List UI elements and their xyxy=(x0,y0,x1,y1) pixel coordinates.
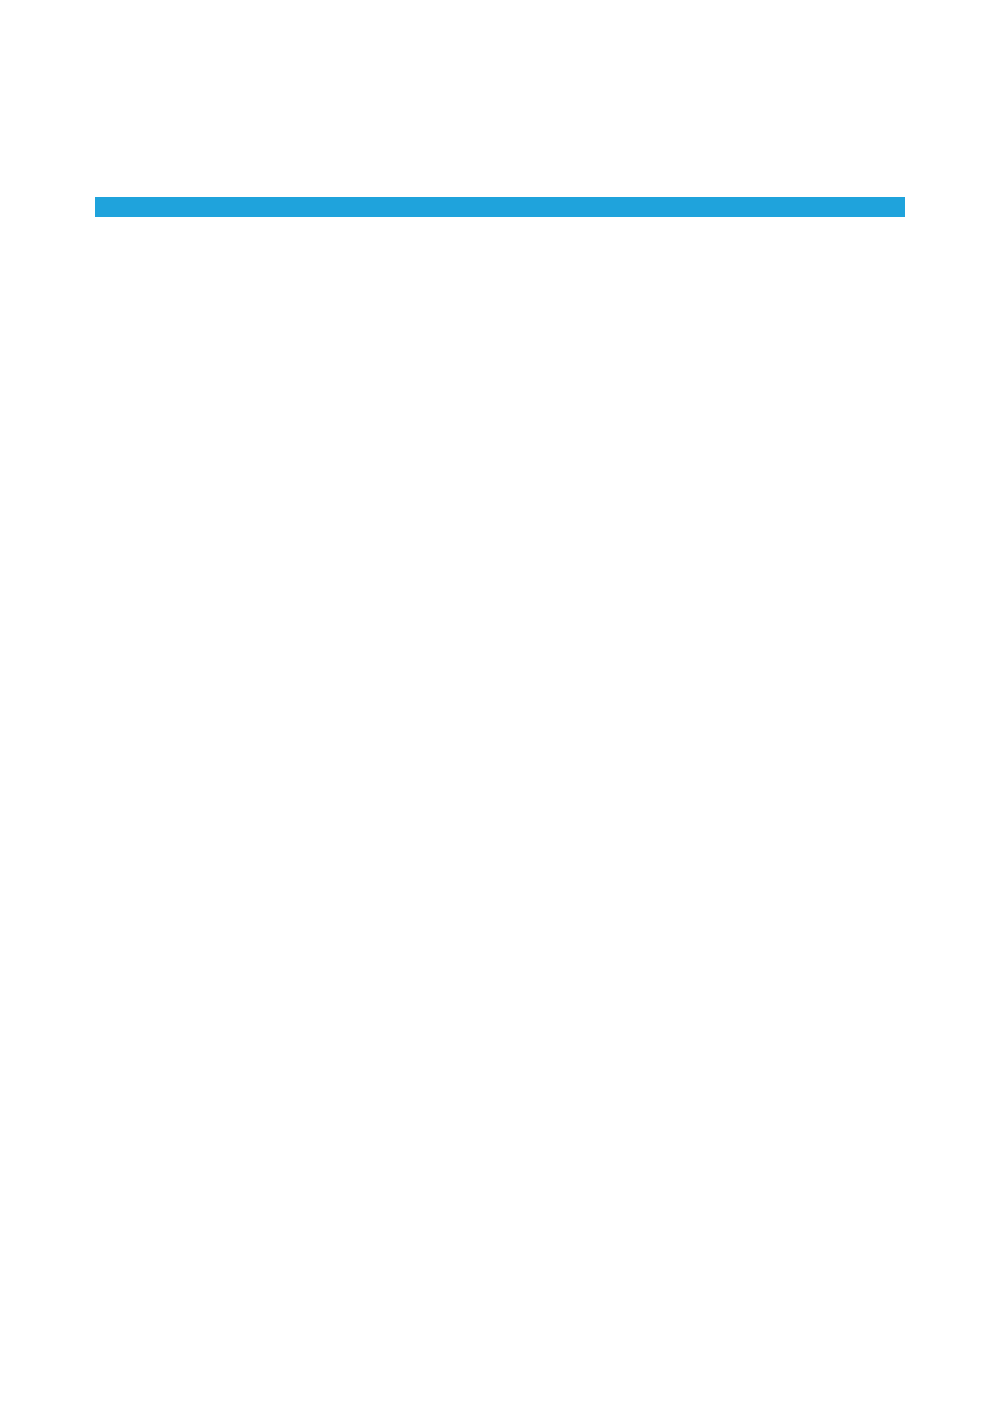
section-heading xyxy=(95,197,905,217)
